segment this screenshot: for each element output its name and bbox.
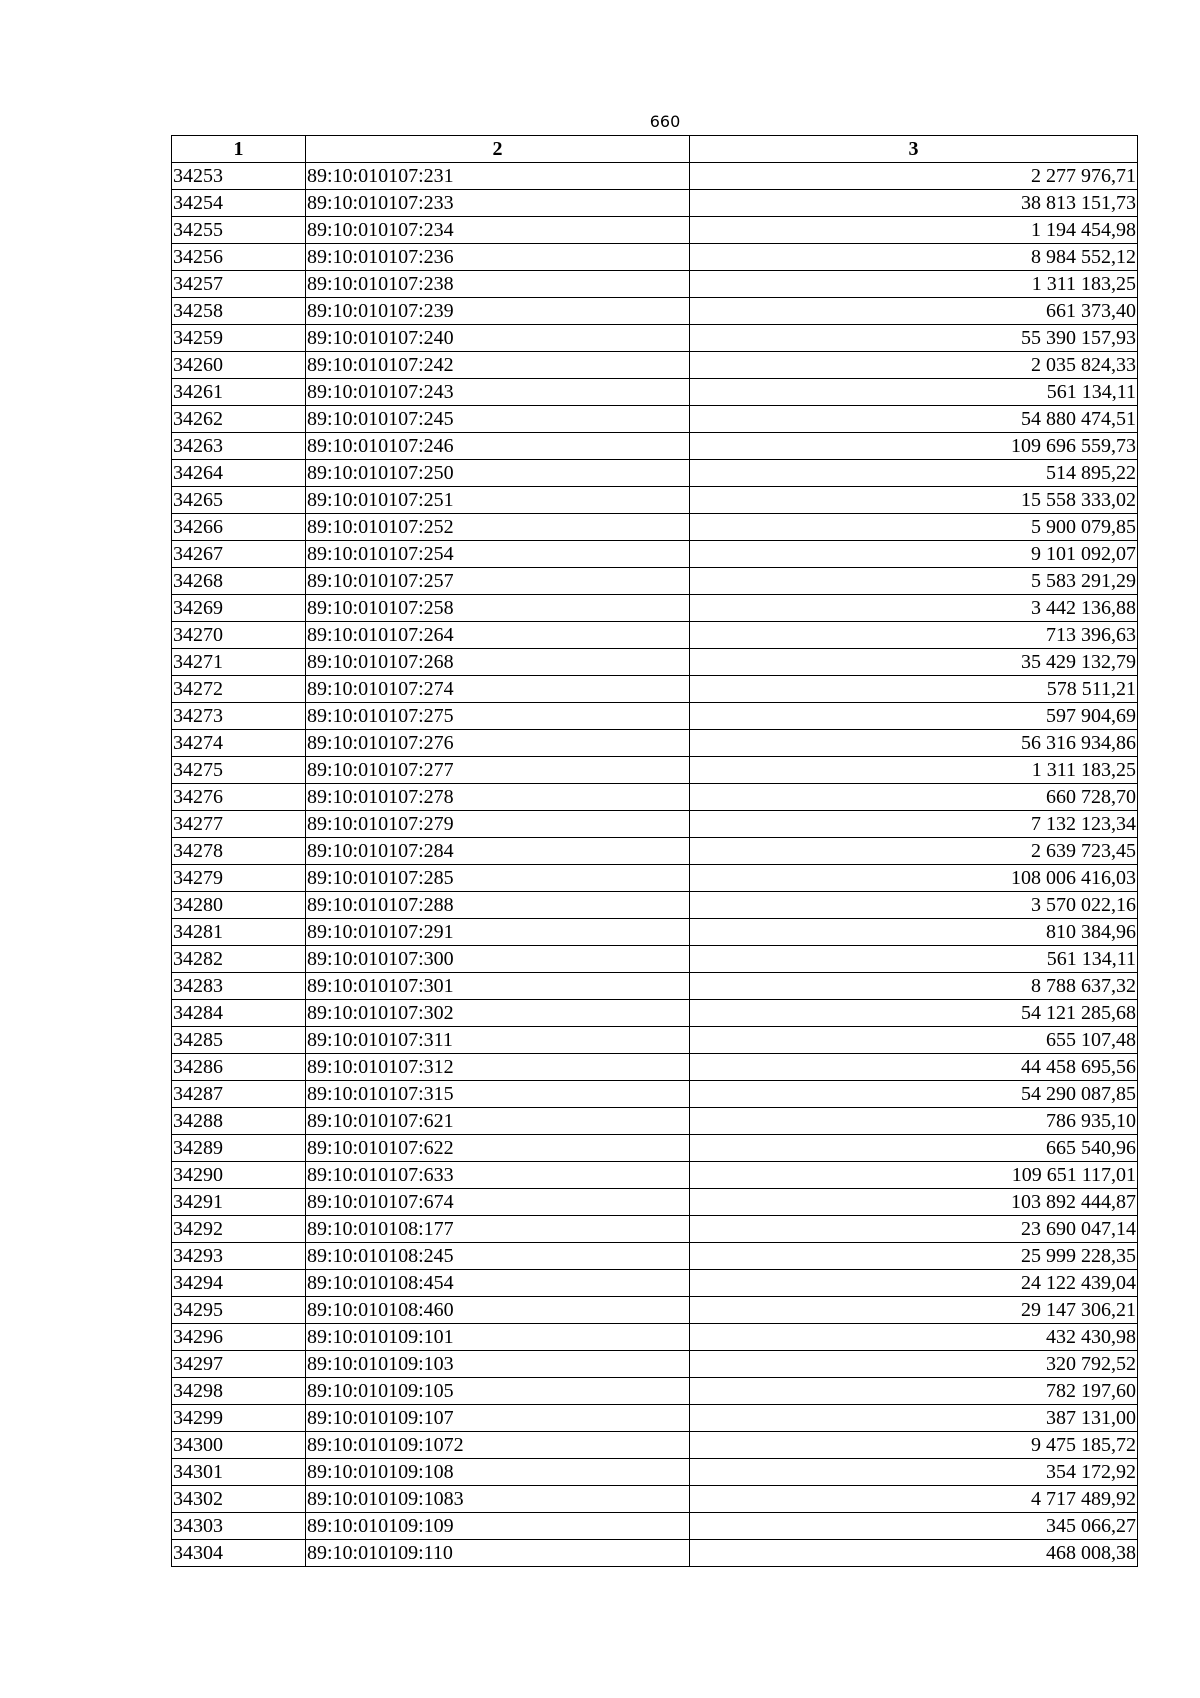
table-row (172, 244, 1138, 271)
table-row (172, 757, 1138, 784)
table-row (172, 487, 1138, 514)
table-row (172, 1270, 1138, 1297)
cadastral-number-cell: 89:10:010108:454 (306, 1270, 690, 1297)
table-row (172, 163, 1138, 190)
cadastral-value-cell: 713 396,63 (690, 622, 1138, 649)
cadastral-number-cell: 89:10:010107:243 (306, 379, 690, 406)
cadastral-number-cell: 89:10:010107:301 (306, 973, 690, 1000)
table-row (172, 703, 1138, 730)
table-row (172, 1297, 1138, 1324)
table-row (172, 271, 1138, 298)
cadastral-value-cell: 3 442 136,88 (690, 595, 1138, 622)
row-number-cell: 34269 (172, 595, 306, 622)
table-row (172, 1378, 1138, 1405)
row-number-cell: 34271 (172, 649, 306, 676)
cadastral-value-cell: 1 194 454,98 (690, 217, 1138, 244)
cadastral-number-cell: 89:10:010107:242 (306, 352, 690, 379)
table-row (172, 973, 1138, 1000)
table-row (172, 811, 1138, 838)
row-number-cell: 34287 (172, 1081, 306, 1108)
cadastral-number-cell: 89:10:010109:107 (306, 1405, 690, 1432)
row-number-cell: 34255 (172, 217, 306, 244)
cadastral-value-cell: 103 892 444,87 (690, 1189, 1138, 1216)
cadastral-value-cell: 54 880 474,51 (690, 406, 1138, 433)
row-number-cell: 34300 (172, 1432, 306, 1459)
row-number-cell: 34259 (172, 325, 306, 352)
cadastral-number-cell: 89:10:010108:177 (306, 1216, 690, 1243)
cadastral-number-cell: 89:10:010107:268 (306, 649, 690, 676)
table-row (172, 838, 1138, 865)
row-number-cell: 34281 (172, 919, 306, 946)
cadastral-number-cell: 89:10:010107:622 (306, 1135, 690, 1162)
cadastral-value-table (171, 135, 1138, 1567)
page-number: 660 (649, 112, 681, 131)
row-number-cell: 34256 (172, 244, 306, 271)
cadastral-number-cell: 89:10:010107:315 (306, 1081, 690, 1108)
cadastral-value-cell: 55 390 157,93 (690, 325, 1138, 352)
cadastral-number-cell: 89:10:010107:302 (306, 1000, 690, 1027)
row-number-cell: 34265 (172, 487, 306, 514)
row-number-cell: 34294 (172, 1270, 306, 1297)
row-number-cell: 34296 (172, 1324, 306, 1351)
cadastral-number-cell: 89:10:010109:110 (306, 1540, 690, 1567)
cadastral-number-cell: 89:10:010107:236 (306, 244, 690, 271)
table-row (172, 1027, 1138, 1054)
cadastral-number-cell: 89:10:010107:233 (306, 190, 690, 217)
cadastral-number-cell: 89:10:010109:1072 (306, 1432, 690, 1459)
table-row (172, 1324, 1138, 1351)
table-row (172, 1540, 1138, 1567)
row-number-cell: 34283 (172, 973, 306, 1000)
table-row (172, 1000, 1138, 1027)
cadastral-number-cell: 89:10:010109:103 (306, 1351, 690, 1378)
cadastral-number-cell: 89:10:010108:460 (306, 1297, 690, 1324)
table-row (172, 919, 1138, 946)
table-row (172, 1189, 1138, 1216)
table-row (172, 1216, 1138, 1243)
table-row (172, 568, 1138, 595)
cadastral-value-cell: 8 984 552,12 (690, 244, 1138, 271)
cadastral-number-cell: 89:10:010107:278 (306, 784, 690, 811)
row-number-cell: 34291 (172, 1189, 306, 1216)
row-number-cell: 34261 (172, 379, 306, 406)
cadastral-number-cell: 89:10:010107:312 (306, 1054, 690, 1081)
cadastral-number-cell: 89:10:010107:288 (306, 892, 690, 919)
cadastral-value-cell: 782 197,60 (690, 1378, 1138, 1405)
table-row (172, 298, 1138, 325)
row-number-cell: 34262 (172, 406, 306, 433)
cadastral-number-cell: 89:10:010107:257 (306, 568, 690, 595)
row-number-cell: 34289 (172, 1135, 306, 1162)
cadastral-value-cell: 25 999 228,35 (690, 1243, 1138, 1270)
cadastral-value-cell: 38 813 151,73 (690, 190, 1138, 217)
cadastral-number-cell: 89:10:010107:240 (306, 325, 690, 352)
table-row (172, 433, 1138, 460)
cadastral-value-cell: 661 373,40 (690, 298, 1138, 325)
cadastral-number-cell: 89:10:010109:1083 (306, 1486, 690, 1513)
cadastral-value-cell: 786 935,10 (690, 1108, 1138, 1135)
table-row (172, 514, 1138, 541)
cadastral-value-cell: 810 384,96 (690, 919, 1138, 946)
cadastral-number-cell: 89:10:010107:277 (306, 757, 690, 784)
cadastral-value-cell: 23 690 047,14 (690, 1216, 1138, 1243)
row-number-cell: 34297 (172, 1351, 306, 1378)
cadastral-value-cell: 561 134,11 (690, 379, 1138, 406)
row-number-cell: 34292 (172, 1216, 306, 1243)
row-number-cell: 34282 (172, 946, 306, 973)
cadastral-value-cell: 24 122 439,04 (690, 1270, 1138, 1297)
cadastral-value-cell: 4 717 489,92 (690, 1486, 1138, 1513)
cadastral-number-cell: 89:10:010107:231 (306, 163, 690, 190)
cadastral-number-cell: 89:10:010109:108 (306, 1459, 690, 1486)
cadastral-value-cell: 1 311 183,25 (690, 271, 1138, 298)
table-row (172, 325, 1138, 352)
cadastral-number-cell: 89:10:010107:276 (306, 730, 690, 757)
cadastral-number-cell: 89:10:010107:264 (306, 622, 690, 649)
row-number-cell: 34270 (172, 622, 306, 649)
row-number-cell: 34276 (172, 784, 306, 811)
cadastral-number-cell: 89:10:010109:101 (306, 1324, 690, 1351)
cadastral-value-cell: 108 006 416,03 (690, 865, 1138, 892)
table-row (172, 1135, 1138, 1162)
table-row (172, 784, 1138, 811)
table-row (172, 946, 1138, 973)
table-row (172, 676, 1138, 703)
table-row (172, 460, 1138, 487)
table-row (172, 1108, 1138, 1135)
row-number-cell: 34277 (172, 811, 306, 838)
cadastral-number-cell: 89:10:010107:674 (306, 1189, 690, 1216)
cadastral-value-cell: 44 458 695,56 (690, 1054, 1138, 1081)
row-number-cell: 34290 (172, 1162, 306, 1189)
cadastral-value-cell: 9 475 185,72 (690, 1432, 1138, 1459)
row-number-cell: 34268 (172, 568, 306, 595)
cadastral-number-cell: 89:10:010107:258 (306, 595, 690, 622)
cadastral-value-cell: 578 511,21 (690, 676, 1138, 703)
column-header-1: 1 (172, 136, 306, 163)
cadastral-value-cell: 9 101 092,07 (690, 541, 1138, 568)
table-row (172, 541, 1138, 568)
cadastral-value-cell: 561 134,11 (690, 946, 1138, 973)
row-number-cell: 34266 (172, 514, 306, 541)
cadastral-number-cell: 89:10:010107:251 (306, 487, 690, 514)
cadastral-number-cell: 89:10:010107:291 (306, 919, 690, 946)
cadastral-number-cell: 89:10:010107:300 (306, 946, 690, 973)
row-number-cell: 34299 (172, 1405, 306, 1432)
row-number-cell: 34298 (172, 1378, 306, 1405)
table-header-row (172, 136, 1138, 163)
table-row (172, 595, 1138, 622)
row-number-cell: 34273 (172, 703, 306, 730)
table-body (172, 163, 1138, 1567)
cadastral-number-cell: 89:10:010107:239 (306, 298, 690, 325)
cadastral-value-cell: 56 316 934,86 (690, 730, 1138, 757)
table-row (172, 892, 1138, 919)
table-row (172, 190, 1138, 217)
row-number-cell: 34304 (172, 1540, 306, 1567)
row-number-cell: 34258 (172, 298, 306, 325)
cadastral-value-cell: 15 558 333,02 (690, 487, 1138, 514)
table-row (172, 730, 1138, 757)
row-number-cell: 34274 (172, 730, 306, 757)
cadastral-number-cell: 89:10:010107:246 (306, 433, 690, 460)
table-row (172, 1054, 1138, 1081)
table-row (172, 649, 1138, 676)
cadastral-number-cell: 89:10:010109:109 (306, 1513, 690, 1540)
cadastral-number-cell: 89:10:010109:105 (306, 1378, 690, 1405)
cadastral-value-cell: 5 583 291,29 (690, 568, 1138, 595)
cadastral-value-cell: 1 311 183,25 (690, 757, 1138, 784)
table-row (172, 1486, 1138, 1513)
row-number-cell: 34295 (172, 1297, 306, 1324)
cadastral-number-cell: 89:10:010107:238 (306, 271, 690, 298)
row-number-cell: 34272 (172, 676, 306, 703)
table-row (172, 1351, 1138, 1378)
cadastral-number-cell: 89:10:010107:285 (306, 865, 690, 892)
row-number-cell: 34278 (172, 838, 306, 865)
cadastral-value-cell: 3 570 022,16 (690, 892, 1138, 919)
cadastral-value-cell: 2 035 824,33 (690, 352, 1138, 379)
cadastral-value-cell: 354 172,92 (690, 1459, 1138, 1486)
table-row (172, 1432, 1138, 1459)
cadastral-value-cell: 8 788 637,32 (690, 973, 1138, 1000)
cadastral-value-cell: 29 147 306,21 (690, 1297, 1138, 1324)
table-row (172, 1081, 1138, 1108)
row-number-cell: 34303 (172, 1513, 306, 1540)
row-number-cell: 34254 (172, 190, 306, 217)
cadastral-number-cell: 89:10:010107:284 (306, 838, 690, 865)
column-header-2: 2 (306, 136, 690, 163)
cadastral-value-cell: 345 066,27 (690, 1513, 1138, 1540)
row-number-cell: 34275 (172, 757, 306, 784)
table-row (172, 379, 1138, 406)
column-header-3: 3 (690, 136, 1138, 163)
row-number-cell: 34280 (172, 892, 306, 919)
table-row (172, 352, 1138, 379)
cadastral-number-cell: 89:10:010107:274 (306, 676, 690, 703)
cadastral-number-cell: 89:10:010107:245 (306, 406, 690, 433)
row-number-cell: 34279 (172, 865, 306, 892)
cadastral-number-cell: 89:10:010107:250 (306, 460, 690, 487)
row-number-cell: 34260 (172, 352, 306, 379)
cadastral-value-cell: 2 277 976,71 (690, 163, 1138, 190)
cadastral-value-cell: 5 900 079,85 (690, 514, 1138, 541)
cadastral-value-cell: 109 651 117,01 (690, 1162, 1138, 1189)
cadastral-value-cell: 35 429 132,79 (690, 649, 1138, 676)
cadastral-value-cell: 432 430,98 (690, 1324, 1138, 1351)
cadastral-number-cell: 89:10:010107:621 (306, 1108, 690, 1135)
cadastral-value-cell: 665 540,96 (690, 1135, 1138, 1162)
table-row (172, 865, 1138, 892)
row-number-cell: 34302 (172, 1486, 306, 1513)
table-row (172, 1459, 1138, 1486)
cadastral-value-cell: 320 792,52 (690, 1351, 1138, 1378)
cadastral-value-cell: 54 121 285,68 (690, 1000, 1138, 1027)
cadastral-value-cell: 597 904,69 (690, 703, 1138, 730)
row-number-cell: 34264 (172, 460, 306, 487)
cadastral-value-cell: 655 107,48 (690, 1027, 1138, 1054)
cadastral-number-cell: 89:10:010107:275 (306, 703, 690, 730)
cadastral-value-cell: 387 131,00 (690, 1405, 1138, 1432)
row-number-cell: 34267 (172, 541, 306, 568)
cadastral-value-cell: 660 728,70 (690, 784, 1138, 811)
cadastral-value-cell: 514 895,22 (690, 460, 1138, 487)
table-row (172, 1243, 1138, 1270)
row-number-cell: 34288 (172, 1108, 306, 1135)
cadastral-number-cell: 89:10:010107:633 (306, 1162, 690, 1189)
row-number-cell: 34263 (172, 433, 306, 460)
cadastral-value-cell: 2 639 723,45 (690, 838, 1138, 865)
cadastral-value-cell: 54 290 087,85 (690, 1081, 1138, 1108)
cadastral-value-cell: 468 008,38 (690, 1540, 1138, 1567)
cadastral-number-cell: 89:10:010107:279 (306, 811, 690, 838)
row-number-cell: 34301 (172, 1459, 306, 1486)
cadastral-value-cell: 109 696 559,73 (690, 433, 1138, 460)
cadastral-value-cell: 7 132 123,34 (690, 811, 1138, 838)
table-row (172, 1513, 1138, 1540)
table-row (172, 217, 1138, 244)
cadastral-number-cell: 89:10:010107:254 (306, 541, 690, 568)
row-number-cell: 34257 (172, 271, 306, 298)
row-number-cell: 34253 (172, 163, 306, 190)
cadastral-number-cell: 89:10:010107:252 (306, 514, 690, 541)
table-row (172, 406, 1138, 433)
table-row (172, 1405, 1138, 1432)
table-row (172, 1162, 1138, 1189)
cadastral-number-cell: 89:10:010107:234 (306, 217, 690, 244)
cadastral-number-cell: 89:10:010108:245 (306, 1243, 690, 1270)
row-number-cell: 34286 (172, 1054, 306, 1081)
row-number-cell: 34285 (172, 1027, 306, 1054)
row-number-cell: 34293 (172, 1243, 306, 1270)
table-row (172, 622, 1138, 649)
row-number-cell: 34284 (172, 1000, 306, 1027)
cadastral-number-cell: 89:10:010107:311 (306, 1027, 690, 1054)
